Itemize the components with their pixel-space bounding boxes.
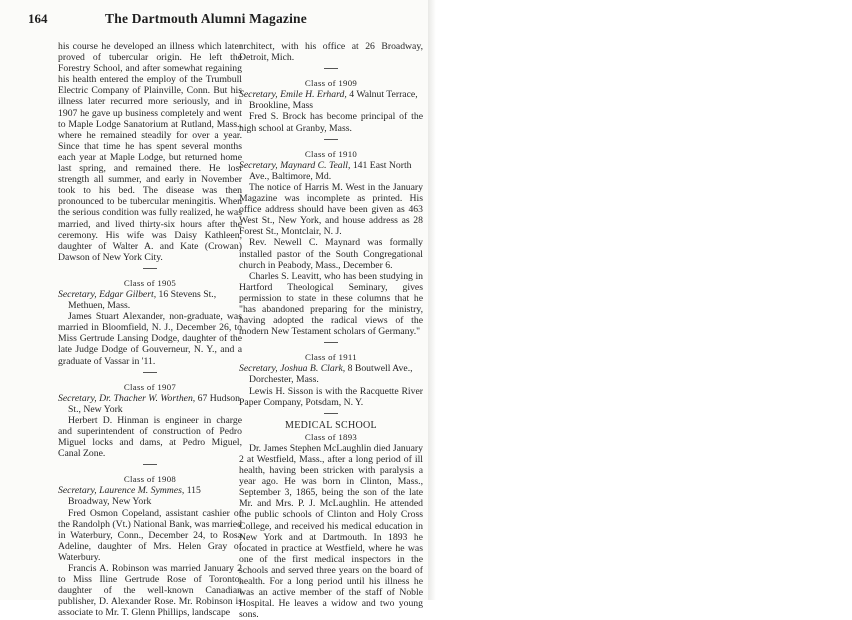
news-paragraph: James Stuart Alexander, non-graduate, was married in Bloomfield, N. J., December 26, to Miss Gertrude Lansing Dodge, daughter of the late Judge Dodge of Gouverneur, N. Y., and a graduate of Vassar in '11. bbox=[58, 311, 242, 367]
news-paragraph: The notice of Harris M. West in the January Magazine was incomplete as printed. His office address should have been given as 463 West St., New York, and house address as 28 Forest St., Montclair, N. J. bbox=[239, 181, 423, 238]
continued-paragraph: architect, with his office at 26 Broadway, Detroit, Mich. bbox=[239, 41, 423, 64]
page-gutter bbox=[428, 0, 436, 600]
secretary-line bbox=[239, 89, 423, 111]
secretary-line bbox=[58, 289, 242, 311]
section-rule bbox=[143, 464, 157, 465]
secretary-line bbox=[58, 393, 242, 415]
news-paragraph: Fred S. Brock has become principal of the high school at Granby, Mass. bbox=[239, 111, 423, 134]
section-rule bbox=[143, 372, 157, 373]
secretary-name: Secretary, Edgar Gilbert, bbox=[58, 288, 157, 300]
secretary-address: 16 Stevens St., Methuen, Mass. bbox=[68, 288, 217, 312]
section-rule bbox=[324, 413, 338, 414]
secretary-name: Secretary, Dr. Thacher W. Worthen, bbox=[58, 392, 196, 404]
secretary-name: Secretary, Laurence M. Symmes, bbox=[58, 485, 185, 497]
left-column bbox=[58, 41, 242, 619]
secretary-line bbox=[58, 485, 242, 507]
news-paragraph: Rev. Newell C. Maynard was formally installed pastor of the South Congregational church in Peabody, Mass., December 6. bbox=[239, 237, 423, 271]
secretary-address: 67 Hudson St., New York bbox=[68, 392, 240, 415]
secretary-address: 4 Walnut Terrace, Brookline, Mass bbox=[249, 89, 418, 112]
class-heading: Class of 1908 bbox=[123, 474, 177, 485]
section-rule bbox=[143, 268, 157, 269]
section-rule bbox=[324, 342, 338, 343]
secretary-line bbox=[239, 363, 423, 385]
news-paragraph: Fred Osmon Copeland, assistant cashier of the Randolph (Vt.) National Bank, was married in Waterbury, Conn., December 24, to Rosa Adeline, daughter of Mrs. Helen Gray of Waterbury. bbox=[58, 507, 243, 563]
news-paragraph: Lewis H. Sisson is with the Racquette River Paper Company, Potsdam, N. Y. bbox=[239, 385, 423, 408]
obituary-paragraph: Dr. James Stephen McLaughlin died January 2 at Westfield, Mass., after a long period of ill health, having been stricken with paralysis a year ago. He was born in Clinton, Mass., September 3, 1865, being the son of the late Mr. and Mrs. P. J. McLaughlin. He attended the public schools of Clinton and Holy Cross College, and received his medical education in New York and at Dartmouth. In 1893 he located in practice at Westfield, where he was one of the first medical inspectors in the schools and served three years on the board of health. For a long period until his illness he was an active member of the staff of Noble Hospital. He leaves a widow and two young sons. bbox=[239, 442, 423, 620]
right-column bbox=[239, 41, 423, 620]
secretary-name: Secretary, Joshua B. Clark, bbox=[239, 363, 346, 375]
class-heading: Class of 1907 bbox=[123, 381, 177, 392]
secretary-name: Secretary, Maynard C. Teall, bbox=[239, 159, 351, 171]
section-rule bbox=[324, 139, 338, 140]
news-paragraph: Charles S. Leavitt, who has been studying in Hartford Theological Seminary, gives permission to state in these columns that he "has abandoned preparing for the ministry, having adopted the radical views of the modern New Testament scholars of Germany." bbox=[239, 270, 423, 338]
class-heading: Class of 1893 bbox=[304, 431, 358, 442]
secretary-line bbox=[239, 160, 423, 182]
class-heading: Class of 1910 bbox=[304, 148, 358, 159]
page-number: 164 bbox=[28, 11, 48, 26]
opening-paragraph: his course he developed an illness which later proved of tubercular origin. He left the Forestry School, and after somewhat regaining his health entered the employ of the Trumbull Electric Company of Plainville, Conn. But his illness later recurred more seriously, and in 1907 he gave up business completely and went to Maple Lodge Sanatorium at Rutland, Mass., where he remained steadily for over a year. Since that time he has spent several months each year at Maple Lodge, but returned home last spring, and remained there. He lost strength all summer, and early in November took to his bed. The disease was then pronounced to be tubercular meningitis. When the serious condition was fully realized, he was married, and lived thirty-six hours after the ceremony. His wife was Daisy Kathleen, daughter of Walter A. and Kate (Crowan) Dawson of New York City. bbox=[58, 41, 242, 263]
secretary-address: 8 Boutwell Ave., Dorchester, Mass. bbox=[249, 363, 413, 386]
secretary-address: 115 Broadway, New York bbox=[68, 485, 201, 508]
class-heading: Class of 1909 bbox=[304, 78, 358, 89]
news-paragraph: Herbert D. Hinman is engineer in charge and superintendent of construction of Pedro Miguel locks and dams, at Pedro Miguel, Canal Zone. bbox=[58, 414, 242, 460]
news-paragraph: Francis A. Robinson was married January 2 to Miss Iline Gertrude Rose of Toronto, daughter of the well-known Canadian publisher, D. Alexander Rose. Mr. Robinson is associate to Mr. T. Glenn Phillips, landscape bbox=[58, 563, 242, 619]
section-rule bbox=[324, 68, 338, 69]
class-heading: Class of 1905 bbox=[123, 277, 177, 288]
medical-school-heading: MEDICAL SCHOOL bbox=[285, 419, 377, 431]
secretary-name: Secretary, Emile H. Erhard, bbox=[239, 89, 347, 101]
running-title: The Dartmouth Alumni Magazine bbox=[105, 11, 307, 26]
secretary-address: 141 East North Ave., Baltimore, Md. bbox=[249, 159, 412, 182]
class-heading: Class of 1911 bbox=[305, 352, 357, 363]
